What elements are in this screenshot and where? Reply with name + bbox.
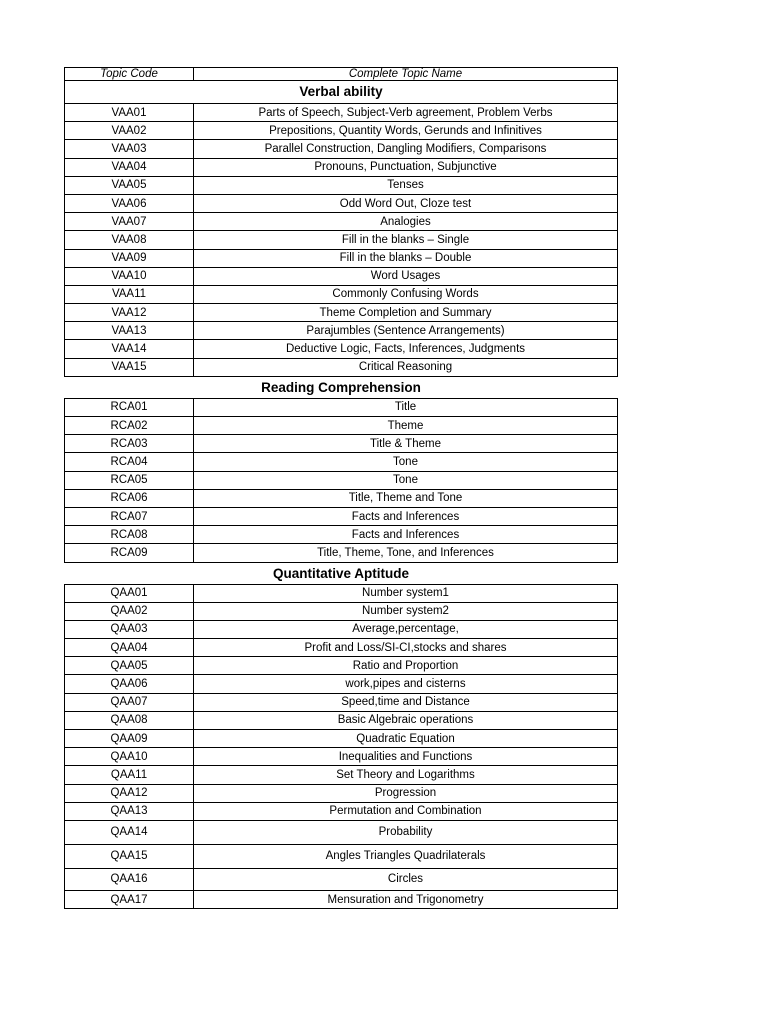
- header-topic-name: Complete Topic Name: [348, 68, 463, 80]
- topic-code-cell: RCA08: [65, 526, 194, 543]
- table-row: [65, 766, 617, 784]
- topic-code-cell: QAA01: [65, 585, 194, 602]
- topic-code-cell: VAA03: [65, 140, 194, 157]
- table-row: [65, 304, 617, 322]
- table-row: [65, 675, 617, 693]
- topic-code-cell: QAA08: [65, 712, 194, 729]
- topic-code-cell: QAA14: [65, 821, 194, 844]
- topic-code-cell: RCA02: [65, 417, 194, 434]
- topic-code-cell: RCA09: [65, 544, 194, 561]
- topic-name-cell: Facts and Inferences: [351, 510, 460, 523]
- topic-code-cell: VAA12: [65, 304, 194, 321]
- verbal-table: [64, 104, 618, 377]
- topic-code-cell: QAA04: [65, 639, 194, 656]
- table-row: [65, 803, 617, 821]
- table-row: [65, 399, 617, 417]
- table-row: [65, 544, 617, 562]
- topic-code-cell: QAA05: [65, 657, 194, 674]
- table-row: [65, 140, 617, 158]
- topic-name-cell: Fill in the blanks – Double: [339, 252, 472, 265]
- topic-code-cell: VAA15: [65, 359, 194, 376]
- table-row: [65, 122, 617, 140]
- topic-code-cell: QAA11: [65, 766, 194, 783]
- table-row: [65, 286, 617, 304]
- topic-name-cell: Speed,time and Distance: [341, 696, 470, 709]
- topic-name-cell: Facts and Inferences: [351, 528, 460, 541]
- topic-code-cell: VAA04: [65, 159, 194, 176]
- topic-code-cell: QAA07: [65, 694, 194, 711]
- table-row: [65, 250, 617, 268]
- topic-code-cell: VAA07: [65, 213, 194, 230]
- topic-name-cell: Critical Reasoning: [358, 361, 453, 374]
- topic-code-cell: RCA03: [65, 435, 194, 452]
- topic-code-cell: VAA13: [65, 322, 194, 339]
- topic-name-cell: Set Theory and Logarithms: [336, 768, 475, 781]
- table-row: [65, 213, 617, 231]
- topic-name-cell: Number system2: [362, 605, 449, 618]
- topic-name-cell: Angles Triangles Quadrilaterals: [325, 850, 486, 863]
- table-row: [65, 195, 617, 213]
- topic-code-cell: QAA15: [65, 845, 194, 868]
- topic-name-cell: Parajumbles (Sentence Arrangements): [306, 324, 505, 337]
- table-row: [65, 694, 617, 712]
- table-row: [65, 526, 617, 544]
- topic-name-cell: Title, Theme and Tone: [348, 492, 463, 505]
- section-title-quant: Quantitative Aptitude: [272, 565, 409, 581]
- section-title-reading: Reading Comprehension: [261, 379, 421, 395]
- topic-name-cell: Pronouns, Punctuation, Subjunctive: [314, 161, 497, 174]
- topic-name-cell: Number system1: [362, 587, 449, 600]
- topic-code-cell: QAA03: [65, 621, 194, 638]
- table-row: [65, 730, 617, 748]
- table-row: [65, 508, 617, 526]
- topic-code-cell: QAA13: [65, 803, 194, 820]
- topic-name-cell: Theme: [387, 419, 424, 432]
- topic-code-cell: VAA02: [65, 122, 194, 139]
- topic-name-cell: Title & Theme: [370, 437, 441, 450]
- table-row: [65, 891, 617, 909]
- table-row: [65, 821, 617, 845]
- topic-code-cell: QAA06: [65, 675, 194, 692]
- topic-code-cell: RCA06: [65, 490, 194, 507]
- table-row: [65, 231, 617, 249]
- table-row: [65, 359, 617, 377]
- header-topic-code: Topic Code: [65, 68, 194, 80]
- topic-name-cell: Analogies: [380, 215, 431, 228]
- topic-code-cell: VAA06: [65, 195, 194, 212]
- topic-name-cell: Tenses: [387, 179, 424, 192]
- topic-name-cell: Prepositions, Quantity Words, Gerunds and Infinitives: [269, 124, 542, 137]
- table-row: [65, 104, 617, 122]
- topic-code-cell: VAA11: [65, 286, 194, 303]
- topic-name-cell: Parallel Construction, Dangling Modifiers, Comparisons: [264, 142, 547, 155]
- topic-name-cell: Commonly Confusing Words: [332, 288, 479, 301]
- table-row: [65, 159, 617, 177]
- table-row: [65, 603, 617, 621]
- table-row: [65, 712, 617, 730]
- section-title-verbal: Verbal ability: [64, 81, 618, 104]
- topic-code-cell: RCA05: [65, 472, 194, 489]
- topic-name-cell: Inequalities and Functions: [338, 750, 473, 763]
- topic-code-cell: QAA10: [65, 748, 194, 765]
- table-row: [65, 657, 617, 675]
- topic-code-cell: VAA01: [65, 104, 194, 121]
- table-row: [65, 340, 617, 358]
- table-row: [65, 785, 617, 803]
- topic-name-cell: Odd Word Out, Cloze test: [339, 197, 472, 210]
- topic-code-cell: RCA01: [65, 399, 194, 416]
- table-row: [65, 621, 617, 639]
- quant-table: [64, 584, 618, 910]
- table-row: [65, 845, 617, 869]
- table-row: [65, 585, 617, 603]
- topic-code-cell: RCA07: [65, 508, 194, 525]
- table-row: [65, 639, 617, 657]
- topic-code-cell: VAA10: [65, 268, 194, 285]
- topic-name-cell: Permutation and Combination: [329, 805, 482, 818]
- topic-name-cell: Fill in the blanks – Single: [341, 233, 470, 246]
- topic-name-cell: Circles: [387, 873, 424, 886]
- topic-code-cell: QAA12: [65, 785, 194, 802]
- table-row: [65, 268, 617, 286]
- topic-name-cell: Profit and Loss/SI-CI,stocks and shares: [304, 641, 507, 654]
- topic-name-cell: Ratio and Proportion: [352, 659, 459, 672]
- topic-name-cell: Basic Algebraic operations: [337, 714, 474, 727]
- reading-table: [64, 398, 618, 563]
- topic-code-cell: QAA16: [65, 869, 194, 890]
- table-row: [65, 453, 617, 471]
- table-row: [65, 748, 617, 766]
- topic-code-cell: QAA09: [65, 730, 194, 747]
- topic-name-cell: Average,percentage,: [352, 623, 459, 636]
- topic-code-cell: QAA17: [65, 891, 194, 908]
- table-row: [65, 490, 617, 508]
- topic-name-cell: Probability: [378, 826, 433, 839]
- topic-name-cell: Mensuration and Trigonometry: [327, 893, 484, 906]
- topic-code-cell: VAA09: [65, 250, 194, 267]
- topic-name-cell: work,pipes and cisterns: [345, 678, 466, 691]
- table-row: [65, 417, 617, 435]
- topic-name-cell: Title, Theme, Tone, and Inferences: [317, 546, 494, 559]
- topic-name-cell: Title: [394, 401, 417, 414]
- topic-name-cell: Deductive Logic, Facts, Inferences, Judgments: [285, 343, 526, 356]
- topic-code-cell: VAA08: [65, 231, 194, 248]
- topic-name-cell: Tone: [393, 455, 418, 468]
- table-row: [65, 435, 617, 453]
- topic-name-cell: Quadratic Equation: [356, 732, 455, 745]
- topic-name-cell: Theme Completion and Summary: [319, 306, 492, 319]
- topic-name-cell: Parts of Speech, Subject-Verb agreement, Problem Verbs: [258, 106, 553, 119]
- topic-code-cell: QAA02: [65, 603, 194, 620]
- table-row: [65, 472, 617, 490]
- topic-name-cell: Word Usages: [370, 270, 441, 283]
- topic-name-cell: Tone: [393, 474, 418, 487]
- topic-code-cell: VAA05: [65, 177, 194, 194]
- topic-code-cell: VAA14: [65, 340, 194, 357]
- topic-code-cell: RCA04: [65, 453, 194, 470]
- topic-name-cell: Progression: [374, 787, 437, 800]
- table-row: [65, 177, 617, 195]
- topic-sheet: [64, 67, 618, 909]
- table-row: [65, 322, 617, 340]
- table-header-row: [64, 67, 618, 81]
- table-row: [65, 869, 617, 891]
